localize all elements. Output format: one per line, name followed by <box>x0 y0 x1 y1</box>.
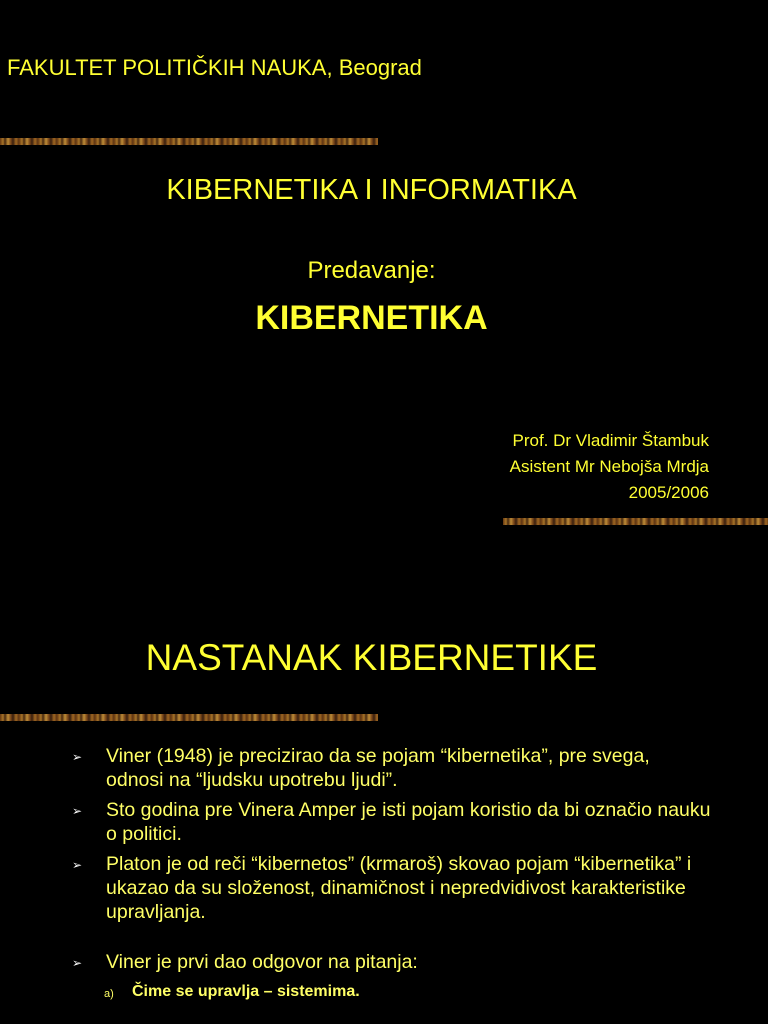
section-title: NASTANAK KIBERNETIKE <box>145 637 598 678</box>
bullet-arrow-icon: ➢ <box>72 858 83 872</box>
bullet-text: Viner je prvi dao odgovor na pitanja: <box>106 951 418 973</box>
lecture-label: Predavanje: <box>307 257 436 284</box>
bullet-text: Viner (1948) je precizirao da se pojam “kibernetika”, pre svega, odnosi na “ljudsku upotrebu ljudi”. <box>106 745 650 791</box>
list-item <box>72 950 712 974</box>
course-title: KIBERNETIKA I INFORMATIKA <box>166 174 577 206</box>
assistant-name: Asistent Mr Nebojša Mrdja <box>509 457 709 476</box>
decorative-divider-section <box>0 714 378 721</box>
lecture-title: KIBERNETIKA <box>255 299 488 337</box>
bullet-arrow-icon: ➢ <box>72 804 83 818</box>
bullet-list <box>72 744 712 1004</box>
bullet-text: Sto godina pre Vinera Amper je isti pojam koristio da bi označio nauku o politici. <box>106 799 711 845</box>
sub-item-marker: a) <box>104 988 114 1000</box>
bullet-text: Platon je od reči “kibernetos” (krmaroš) skovao pojam “kibernetika” i ukazao da su složenost, dinamičnost i nepredvidivost karakteristike upravljanja. <box>106 853 692 923</box>
academic-year: 2005/2006 <box>628 483 709 502</box>
sub-item-text: Čime se upravlja – sistemima. <box>132 983 360 1000</box>
sub-list-item <box>72 980 712 1004</box>
decorative-divider-top <box>0 138 378 145</box>
list-item <box>72 852 712 924</box>
bullet-arrow-icon: ➢ <box>72 956 83 970</box>
faculty-name: FAKULTET POLITIČKIH NAUKA, Beograd <box>7 55 422 80</box>
professor-name: Prof. Dr Vladimir Štambuk <box>512 431 709 450</box>
credits-block <box>510 428 709 506</box>
decorative-divider-middle <box>503 518 768 525</box>
bullet-arrow-icon: ➢ <box>72 750 83 764</box>
list-item <box>72 744 712 792</box>
list-item <box>72 798 712 846</box>
